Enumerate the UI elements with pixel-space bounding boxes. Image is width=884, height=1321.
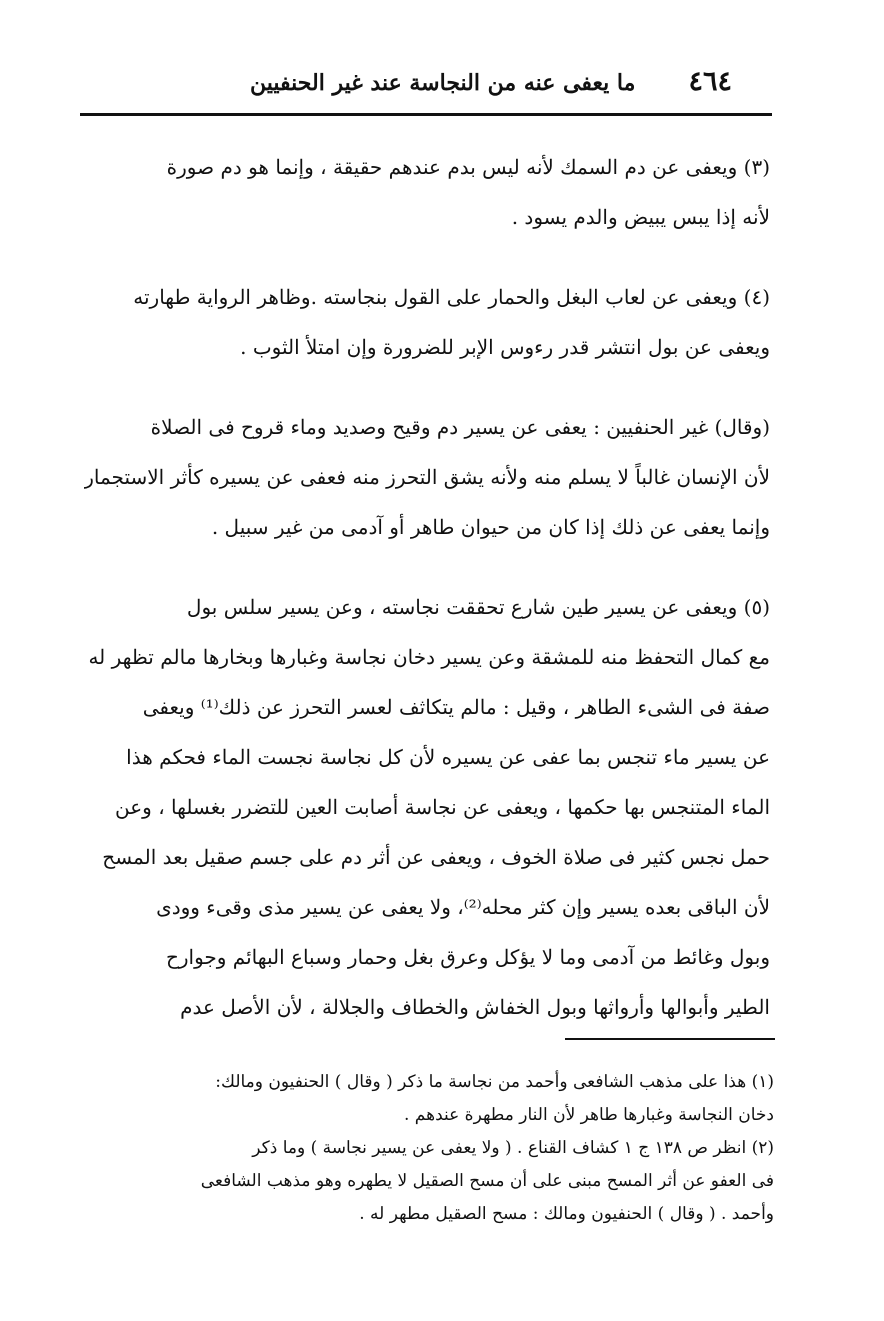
text-line: وإنما يعفى عن ذلك إذا كان من حيوان طاهر أو آدمى من غير سبيل . bbox=[211, 515, 770, 539]
text-line: صفة فى الشىء الطاهر ، وقيل : مالم يتكاثف لعسر التحرز عن ذلك⁽¹⁾ ويعفى bbox=[142, 695, 770, 719]
text-line: (وقال) غير الحنفيين : يعفى عن يسير دم وقيح وصديد وماء قروح فى الصلاة bbox=[150, 415, 770, 439]
footnote-line: (١) هذا على مذهب الشافعى وأحمد من نجاسة ما ذكر ( وقال ) الحنفيون ومالك: bbox=[215, 1072, 774, 1092]
page-header bbox=[80, 62, 770, 106]
text-line: لأن الباقى بعده يسير وإن كثر محله⁽²⁾، ولا يعفى عن يسير مذى وقىء وودى bbox=[156, 895, 770, 919]
header-rule bbox=[80, 113, 772, 116]
paragraph-5 bbox=[84, 582, 770, 1032]
text-line: (٣) ويعفى عن دم السمك لأنه ليس بدم عندهم حقيقة ، وإنما هو دم صورة bbox=[166, 155, 770, 179]
footnote-2 bbox=[80, 1132, 774, 1231]
footnote-line: دخان النجاسة وغبارها طاهر لأن النار مطهرة عندهم . bbox=[404, 1105, 774, 1125]
text-line: مع كمال التحفظ منه للمشقة وعن يسير دخان نجاسة وغبارها وبخارها مالم تظهر له bbox=[88, 645, 770, 669]
text-line: (٤) ويعفى عن لعاب البغل والحمار على القول بنجاسته .وظاهر الرواية طهارته bbox=[133, 285, 770, 309]
text-line: حمل نجس كثير فى صلاة الخوف ، ويعفى عن أثر دم على جسم صقيل بعد المسح bbox=[102, 845, 770, 869]
paragraph-others-view bbox=[84, 402, 770, 552]
page-number: ٤٦٤ bbox=[688, 66, 732, 97]
paragraph-4 bbox=[84, 272, 770, 372]
text-line: الماء المتنجس بها حكمها ، ويعفى عن نجاسة أصابت العين للتضرر بغسلها ، وعن bbox=[115, 795, 770, 819]
footnote-line: فى العفو عن أثر المسح مبنى على أن مسح الصقيل لا يطهره وهو مذهب الشافعى bbox=[200, 1171, 774, 1191]
footnote-line: (٢) انظر ص ١٣٨ ج ١ كشاف القناع . ( ولا يعفى عن يسير نجاسة ) وما ذكر bbox=[252, 1138, 774, 1158]
text-line: الطير وأبوالها وأرواثها وبول الخفاش والخطاف والجلالة ، لأن الأصل عدم bbox=[180, 995, 770, 1019]
footnote-line: وأحمد . ( وقال ) الحنفيون ومالك : مسح الصقيل مطهر له . bbox=[359, 1204, 774, 1224]
footnote-1 bbox=[80, 1066, 774, 1132]
main-text bbox=[84, 142, 770, 1032]
paragraph-3 bbox=[84, 142, 770, 242]
text-line: لأنه إذا يبس يبيض والدم يسود . bbox=[511, 205, 770, 229]
text-line: وبول وغائط من آدمى وما لا يؤكل وعرق بغل وحمار وسباع البهائم وجوارح bbox=[165, 945, 770, 969]
footnotes bbox=[80, 1066, 774, 1231]
text-line: ويعفى عن بول انتشر قدر رءوس الإبر للضرورة وإن امتلأ الثوب . bbox=[240, 335, 770, 359]
text-line: لأن الإنسان غالباً لا يسلم منه ولأنه يشق التحرز منه فعفى عن يسيره كأثر الاستجمار bbox=[84, 465, 770, 489]
text-line: (٥) ويعفى عن يسير طين شارع تحققت نجاسته ، وعن يسير سلس بول bbox=[186, 595, 770, 619]
footnote-separator bbox=[565, 1038, 775, 1040]
running-title: ما يعفى عنه من النجاسة عند غير الحنفيين bbox=[250, 70, 636, 96]
text-line: عن يسير ماء تنجس بما عفى عن يسيره لأن كل نجاسة نجست الماء فحكم هذا bbox=[126, 745, 770, 769]
